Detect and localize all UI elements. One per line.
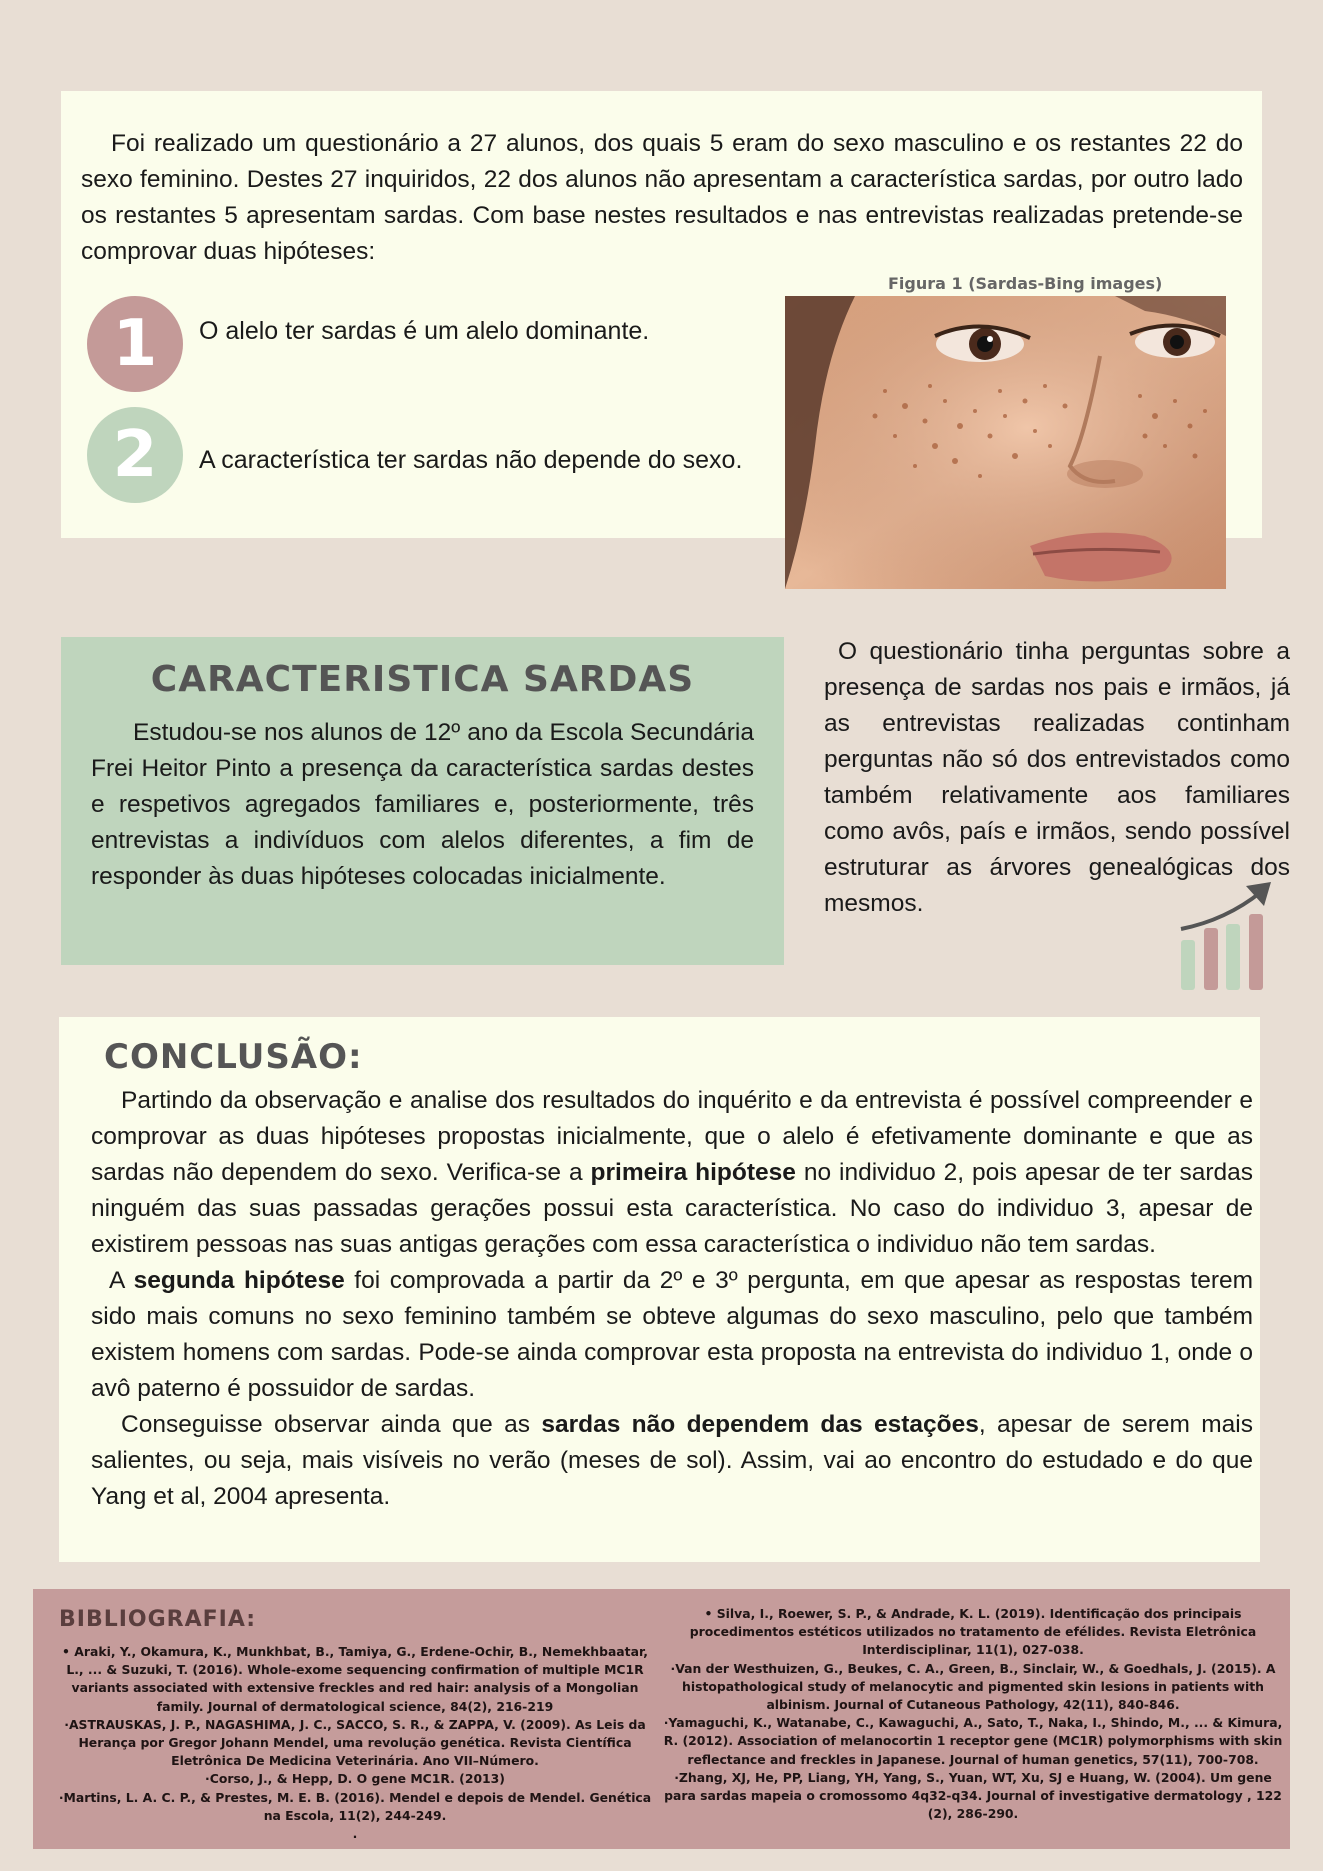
hypothesis-2-badge bbox=[87, 407, 183, 503]
reference-item: • Silva, I., Roewer, S. P., & Andrade, K. L. (2019). Identificação dos principais procedimentos estéticos utilizados no tratamento de efélides. Revista Eletrônica Interdisciplinar, 11(1), 027-038. bbox=[689, 1606, 1257, 1658]
reference-item: . bbox=[352, 1826, 358, 1842]
hypothesis-1-number: 1 bbox=[112, 307, 158, 381]
bibliografia-title: BIBLIOGRAFIA: bbox=[59, 1607, 257, 1632]
figure-caption: Figura 1 (Sardas-Bing images) bbox=[888, 274, 1163, 293]
conclusao-p2-text-a: A bbox=[109, 1267, 134, 1294]
conclusao-p3-text-b: , apesar de serem mais salientes, ou seja, mais visíveis no verão (meses de sol). Assim, vai ao encontro do estudado e do que Yang et al, 2004 apresenta. bbox=[91, 1411, 1253, 1510]
questionario-paragraph: O questionário tinha perguntas sobre a presença de sardas nos pais e irmãos, já as entrevistas realizadas continham perguntas não só dos entrevistados como também relativamente aos familiares como avôs, país e irmãos, sendo possível estruturar as árvores genealógicas dos mesmos. bbox=[824, 638, 1290, 917]
conclusao-body bbox=[91, 1083, 1253, 1515]
hypothesis-1-badge bbox=[87, 296, 183, 392]
conclusao-paragraph-1 bbox=[91, 1083, 1253, 1263]
conclusao-paragraph-2 bbox=[91, 1263, 1253, 1407]
conclusao-p1-bold: primeira hipótese bbox=[590, 1159, 796, 1186]
freckles-face-image bbox=[785, 296, 1226, 589]
hypothesis-2-number: 2 bbox=[112, 418, 158, 492]
conclusao-paragraph-3 bbox=[91, 1407, 1253, 1515]
conclusao-p1-text-a: Partindo da observação e analise dos resultados do inquérito e da entrevista é possível compreender e comprovar as duas hipóteses propostas inicialmente, que o alelo é efetivamente dominante e que as sardas não dependem do sexo. Verifica-se a bbox=[91, 1087, 1253, 1186]
growth-chart-icon bbox=[1176, 872, 1276, 992]
bibliografia-panel bbox=[33, 1589, 1290, 1849]
reference-item: ·Van der Westhuizen, G., Beukes, C. A., Green, B., Sinclair, W., & Goedhals, J. (2015). A histopathological study of melanocytic and pigmented skin lesions in patients with albinism. Journal of Cutaneous Pathology, 42(11), 840-846. bbox=[670, 1660, 1276, 1713]
conclusao-title: CONCLUSÃO: bbox=[104, 1037, 363, 1077]
conclusao-p1-text-b: no individuo 2, pois apesar de ter sardas ninguém das suas passadas gerações possui esta característica. No caso do individuo 3, apesar de existirem pessoas nas suas antigas gerações com essa característica o individuo não tem sardas. bbox=[91, 1159, 1253, 1258]
conclusao-panel bbox=[59, 1017, 1260, 1562]
sardas-panel bbox=[61, 637, 784, 965]
conclusao-p3-bold: sardas não dependem das estações bbox=[541, 1411, 979, 1438]
reference-item: ·Martins, L. A. C. P., & Prestes, M. E. B. (2016). Mendel e depois de Mendel. Genética na Escola, 11(2), 244-249. bbox=[58, 1789, 652, 1823]
reference-item: ·ASTRAUSKAS, J. P., NAGASHIMA, J. C., SACCO, S. R., & ZAPPA, V. (2009). As Leis da Herança por Gregor Johann Mendel, uma revolução genética. Revista Científica Eletrônica De Medicina Veterinária. Ano VII–Número. bbox=[64, 1716, 646, 1769]
reference-item: ·Corso, J., & Hepp, D. O gene MC1R. (2013) bbox=[205, 1771, 505, 1787]
conclusao-p2-text-b: foi comprovada a partir da 2º e 3º pergunta, em que apesar as respostas terem sido mais comuns no sexo feminino também se obteve algumas do sexo masculino, pelo que também existem homens com sardas. Pode-se ainda comprovar esta proposta na entrevista do individuo 1, onde o avô paterno é possuidor de sardas. bbox=[91, 1267, 1254, 1402]
hypothesis-2-text: A característica ter sardas não depende do sexo. bbox=[199, 446, 743, 474]
conclusao-p3-text-a: Conseguisse observar ainda que as bbox=[121, 1411, 542, 1438]
reference-item: ·Yamaguchi, K., Watanabe, C., Kawaguchi, A., Sato, T., Naka, I., Shindo, M., ... & Kimura, R. (2012). Association of melanocortin 1 receptor gene (MC1R) polymorphisms with skin reflectance and freckles in Japanese. Journal of human genetics, 57(11), 700-708. bbox=[663, 1715, 1283, 1767]
reference-item: ·Zhang, XJ, He, PP, Liang, YH, Yang, S., Yuan, WT, Xu, SJ e Huang, W. (2004). Um gene para sardas mapeia o cromossomo 4q32-q34. Journal of investigative dermatology , 122 (2), 286-290. bbox=[664, 1769, 1282, 1822]
bibliografia-right-column bbox=[663, 1605, 1283, 1823]
conclusao-p2-bold: segunda hipótese bbox=[133, 1267, 345, 1294]
intro-paragraph: Foi realizado um questionário a 27 alunos, dos quais 5 eram do sexo masculino e os restantes 22 do sexo feminino. Destes 27 inquiridos, 22 dos alunos não apresentam a característica sardas, por outro lado os restantes 5 apresentam sardas. Com base nestes resultados e nas entrevistas realizadas pretende-se comprovar duas hipóteses: bbox=[81, 130, 1243, 265]
sardas-paragraph: Estudou-se nos alunos de 12º ano da Escola Secundária Frei Heitor Pinto a presença da característica sardas destes e respetivos agregados familiares e, posteriormente, três entrevistas a indivíduos com alelos diferentes, a fim de responder às duas hipóteses colocadas inicialmente. bbox=[91, 719, 754, 890]
bibliografia-left-column bbox=[55, 1643, 655, 1843]
sardas-title: CARACTERISTICA SARDAS bbox=[150, 659, 695, 700]
reference-item: • Araki, Y., Okamura, K., Munkhbat, B., Tamiya, G., Erdene-Ochir, B., Nemekhbaatar, L., ... & Suzuki, T. (2016). Whole-exome sequencing confirmation of multiple MC1R variants associated with extensive freckles and red hair: analysis of a Mongolian family. Journal of dermatological science, 84(2), 216-219 bbox=[62, 1644, 648, 1714]
hypothesis-1-text: O alelo ter sardas é um alelo dominante. bbox=[199, 317, 650, 345]
